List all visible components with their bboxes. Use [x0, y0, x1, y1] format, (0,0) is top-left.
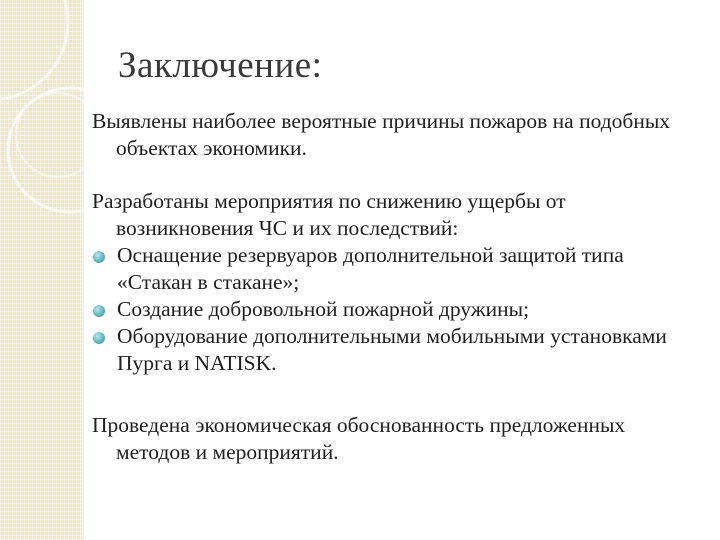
slide-title: Заключение:	[118, 45, 323, 86]
list-item	[92, 296, 702, 323]
list-item-text: Создание добровольной пожарной дружины;	[117, 297, 530, 321]
bullet-dot-icon	[93, 251, 105, 263]
measures-list	[92, 242, 702, 377]
bullet-dot-icon	[93, 332, 105, 344]
list-item	[92, 323, 702, 377]
paragraph-measures: Разработаны мероприятия по снижению ущербы от возникновения ЧС и их последствий:	[92, 189, 566, 240]
paragraph-economics: Проведена экономическая обоснованность предложенных методов и мероприятий.	[92, 413, 626, 464]
list-item	[92, 242, 702, 296]
paragraph-causes: Выявлены наиболее вероятные причины пожаров на подобных объектах экономики.	[92, 109, 671, 160]
slide-content	[92, 108, 702, 466]
bullet-dot-icon	[93, 305, 105, 317]
list-item-text: Оборудование дополнительными мобильными установками Пурга и NATISK.	[117, 324, 667, 375]
list-item-text: Оснащение резервуаров дополнительной защитой типа «Стакан в стакане»;	[117, 243, 624, 294]
